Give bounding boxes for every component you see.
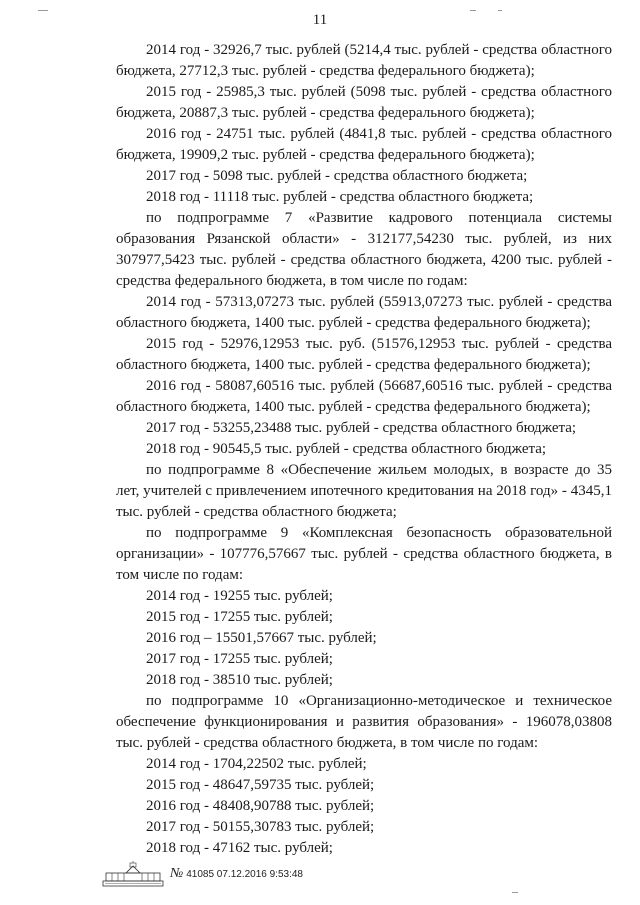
paragraph: 2015 год - 48647,59735 тыс. рублей; [146, 777, 375, 793]
paragraph: по подпрограмме 8 «Обеспечение жильем молодых, в возрасте до 35 лет, учителей с привлечением ипотечного кредитования на 2018 год» - 4345,1 тыс. рублей - средства областного бюджета; [116, 462, 612, 520]
page-number: 11 [312, 12, 328, 28]
paragraph: 2017 год - 53255,23488 тыс. рублей - средства областного бюджета; [146, 420, 577, 436]
paragraph: 2014 год - 32926,7 тыс. рублей (5214,4 тыс. рублей - средства областного бюджета, 27712,3 тыс. рублей - средства федерального бюджета); [116, 42, 612, 79]
paragraph: 2016 год – 15501,57667 тыс. рублей; [146, 630, 377, 646]
paragraph: 2016 год - 58087,60516 тыс. рублей (56687,60516 тыс. рублей - средства областного бюджета, 1400 тыс. рублей - средства федерального бюджета); [116, 378, 612, 415]
paragraph: 2015 год - 17255 тыс. рублей; [146, 609, 333, 625]
registration-number-and-date: 41085 07.12.2016 9:53:48 [186, 868, 303, 880]
scan-mark [512, 892, 518, 893]
paragraph: по подпрограмме 10 «Организационно-методическое и техническое обеспечение функционирования и развития образования» - 196078,03808 тыс. рублей - средства областного бюджета, в том числе по годам: [116, 693, 612, 751]
number-sign: № [170, 866, 184, 881]
paragraph: 2017 год - 17255 тыс. рублей; [146, 651, 333, 667]
government-building-seal-icon [102, 861, 164, 887]
paragraph: по подпрограмме 7 «Развитие кадрового потенциала системы образования Рязанской области» - 312177,54230 тыс. рублей, из них 307977,5423 тыс. рублей - средства областного бюджета, 4200 тыс. рублей - средства федерального бюджета, в том числе по годам: [116, 210, 612, 289]
paragraph: 2014 год - 1704,22502 тыс. рублей; [146, 756, 367, 772]
scan-mark [470, 10, 476, 11]
paragraph: по подпрограмме 9 «Комплексная безопасность образовательной организации» - 107776,57667 тыс. рублей - средства областного бюджета, в том числе по годам: [116, 525, 612, 583]
paragraph: 2014 год - 57313,07273 тыс. рублей (55913,07273 тыс. рублей - средства областного бюджета, 1400 тыс. рублей - средства федерального бюджета); [116, 294, 612, 331]
paragraph: 2015 год - 52976,12953 тыс. руб. (51576,12953 тыс. рублей - средства областного бюджета, 1400 тыс. рублей - средства федерального бюджета); [116, 336, 612, 373]
document-body [116, 40, 612, 859]
paragraph: 2018 год - 47162 тыс. рублей; [146, 840, 333, 856]
registration-stamp [102, 860, 303, 888]
paragraph: 2018 год - 11118 тыс. рублей - средства областного бюджета; [146, 189, 534, 205]
paragraph: 2018 год - 38510 тыс. рублей; [146, 672, 333, 688]
paragraph: 2017 год - 50155,30783 тыс. рублей; [146, 819, 375, 835]
scan-mark [498, 10, 502, 11]
scan-mark [38, 10, 48, 11]
paragraph: 2018 год - 90545,5 тыс. рублей - средства областного бюджета; [146, 441, 547, 457]
paragraph: 2016 год - 48408,90788 тыс. рублей; [146, 798, 375, 814]
paragraph: 2015 год - 25985,3 тыс. рублей (5098 тыс. рублей - средства областного бюджета, 20887,3 тыс. рублей - средства федерального бюджета); [116, 84, 612, 121]
paragraph: 2014 год - 19255 тыс. рублей; [146, 588, 333, 604]
paragraph: 2017 год - 5098 тыс. рублей - средства областного бюджета; [146, 168, 528, 184]
paragraph: 2016 год - 24751 тыс. рублей (4841,8 тыс. рублей - средства областного бюджета, 19909,2 тыс. рублей - средства федерального бюджета); [116, 126, 612, 163]
